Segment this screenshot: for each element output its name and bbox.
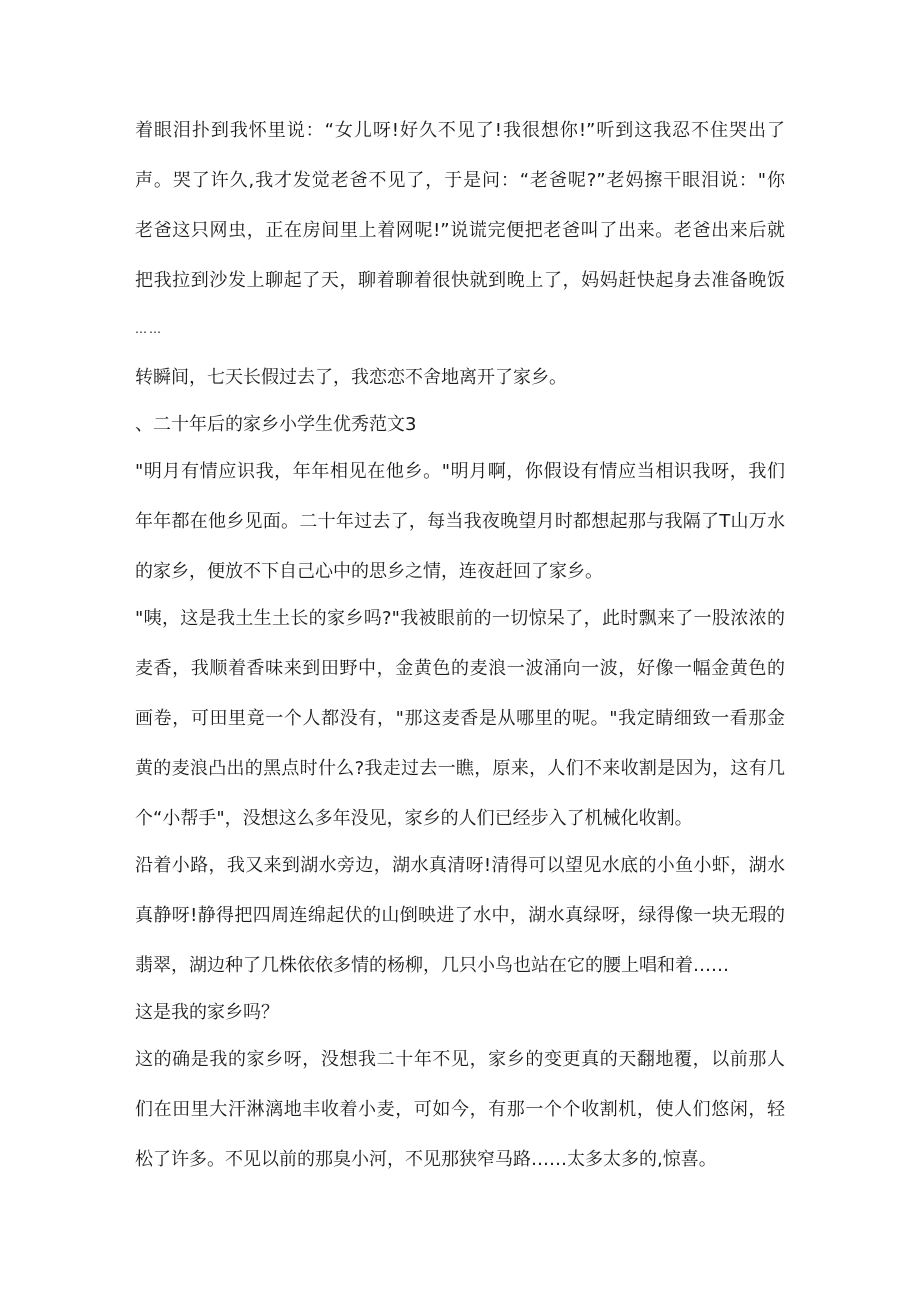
- text-line: 把我拉到沙发上聊起了天，聊着聊着很快就到晚上了，妈妈赶快起身去准备晚饭: [135, 270, 785, 291]
- text-line: 翡翠，湖边种了几株依依多情的杨柳，几只小鸟也站在它的腰上唱和着……: [135, 955, 729, 976]
- text-line: 个“小帮手"，没想这么多年没见，家乡的人们已经步入了机械化收割。: [135, 808, 693, 829]
- text-line: 这是我的家乡吗？: [135, 1002, 279, 1023]
- section-heading: 、二十年后的家乡小学生优秀范文3: [135, 414, 417, 435]
- text-line: 沿着小路，我又来到湖水旁边，湖水真清呀!清得可以望见水底的小鱼小虾，湖水: [135, 855, 785, 876]
- text-line: 这的确是我的家乡呀，没想我二十年不见，家乡的变更真的天翻地覆，以前那人: [135, 1049, 785, 1070]
- text-line: 声。哭了许久,我才发觉老爸不见了，于是问：“老爸呢?”老妈擦干眼泪说："你: [135, 170, 785, 191]
- text-line: "明月有情应识我，年年相见在他乡。"明月啊，你假设有情应当相识我呀，我们: [135, 461, 785, 482]
- text-line: 们在田里大汗淋漓地丰收着小麦，可如今，有那一个个收割机，使人们悠闲，轻: [135, 1099, 785, 1120]
- text-line: 麦香，我顺着香味来到田野中，金黄色的麦浪一波涌向一波，好像一幅金黄色的: [135, 658, 785, 679]
- text-line: 老爸这只网虫，正在房间里上着网呢!”说谎完便把老爸叫了出来。老爸出来后就: [135, 220, 785, 241]
- text-line: 年年都在他乡见面。二十年过去了，每当我夜晚望月时都想起那与我隔了T山万水: [135, 511, 785, 532]
- text-line: 转瞬间，七天长假过去了，我恋恋不舍地离开了家乡。: [135, 367, 567, 388]
- text-line: 着眼泪扑到我怀里说：“女儿呀!好久不见了!我很想你!”听到这我忍不住哭出了: [135, 120, 785, 141]
- text-line: 黄的麦浪凸出的黑点时什么?我走过去一瞧，原来，人们不来收割是因为，这有几: [135, 758, 785, 779]
- text-line: 真静呀!静得把四周连绵起伏的山倒映进了水中，湖水真绿呀，绿得像一块无瑕的: [135, 905, 785, 926]
- text-line: 画卷，可田里竟一个人都没有，"那这麦香是从哪里的呢。"我定睛细致一看那金: [135, 708, 785, 729]
- text-line: "咦，这是我土生土长的家乡吗?"我被眼前的一切惊呆了，此时飘来了一股浓浓的: [135, 608, 785, 629]
- ellipsis-line: ……: [135, 322, 163, 336]
- text-line: 松了许多。不见以前的那臭小河，不见那狭窄马路……太多太多的,惊喜。: [135, 1149, 717, 1170]
- text-line: 的家乡，便放不下自己心中的思乡之情，连夜赶回了家乡。: [135, 561, 603, 582]
